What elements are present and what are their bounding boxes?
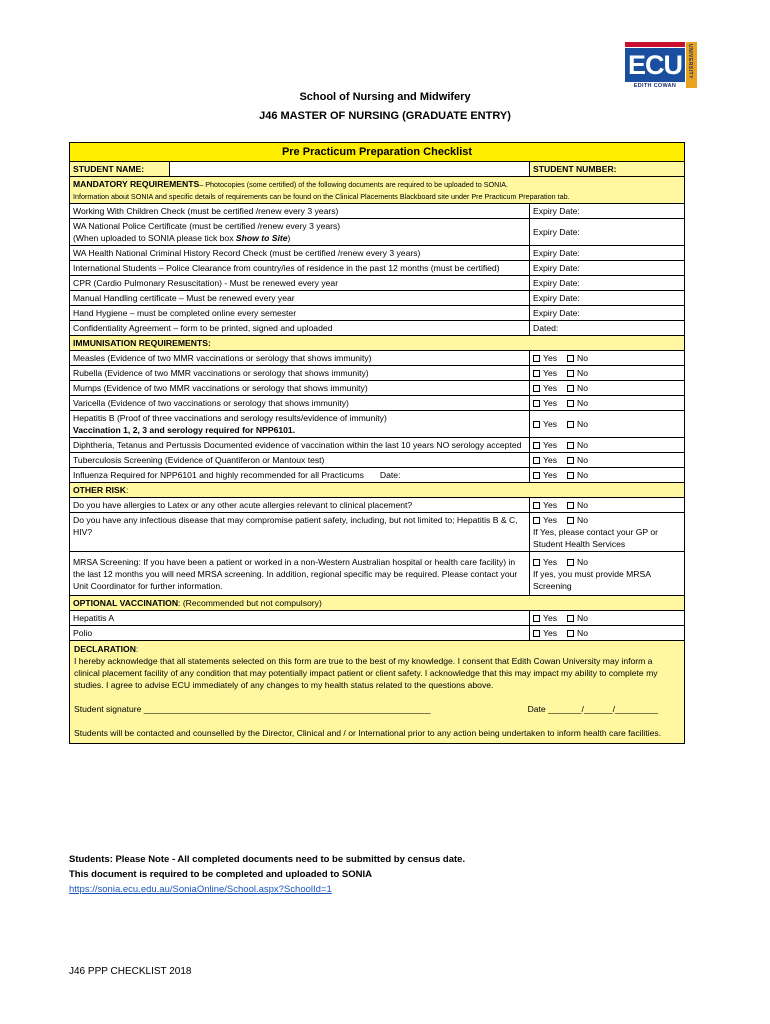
yes-label: Yes [543, 470, 558, 480]
checkbox-no[interactable] [567, 421, 574, 428]
checkbox-yes[interactable] [533, 442, 540, 449]
upload-note: This document is required to be completed and uploaded to SONIA [69, 869, 372, 880]
declaration-colon: : [135, 644, 139, 654]
no-label: No [577, 398, 589, 408]
no-option[interactable] [567, 454, 588, 466]
checkbox-yes[interactable] [533, 615, 540, 622]
census-date-note: Students: Please Note - All completed documents need to be submitted by census date. [69, 854, 466, 865]
expiry-date-field[interactable]: Expiry Date: [530, 246, 685, 261]
yes-no-options [530, 498, 685, 513]
other-risk-row [70, 513, 685, 552]
yes-label: Yes [543, 368, 558, 378]
yes-no-options [530, 438, 685, 453]
yes-no-options [530, 552, 685, 596]
checkbox-yes[interactable] [533, 630, 540, 637]
no-option[interactable] [567, 367, 588, 379]
police-certificate-note-end: ) [287, 233, 291, 243]
expiry-date-field[interactable]: Expiry Date: [530, 306, 685, 321]
student-name-field[interactable] [170, 162, 530, 177]
mrsa-note: If yes, you must provide MRSA Screening [533, 569, 651, 591]
mandatory-row [70, 246, 685, 261]
yes-label: Yes [543, 455, 558, 465]
dated-field[interactable]: Dated: [530, 321, 685, 336]
mandatory-item-text: Working With Children Check (must be certified /renew every 3 years) [70, 204, 530, 219]
yes-label: Yes [543, 398, 558, 408]
immunisation-row [70, 381, 685, 396]
no-option[interactable] [567, 627, 588, 639]
mrsa-screening-text: MRSA Screening: If you have been a patient or worked in a non-Western Australian hospital or health care facility) in the last 12 months you will need MRSA screening. In addition, regional specific may be required. Please contact your Unit Coordinator for further information. [70, 552, 530, 596]
optional-row [70, 611, 685, 626]
declaration-closing: Students will be contacted and counselled by the Director, Clinical and / or International prior to any action being undertaken to inform health care facilities. [74, 728, 662, 738]
immunisation-row [70, 366, 685, 381]
other-risk-heading: OTHER RISK [73, 485, 126, 495]
expiry-date-field[interactable]: Expiry Date: [530, 219, 685, 246]
mandatory-row [70, 276, 685, 291]
mandatory-item-text: Manual Handling certificate – Must be renewed every year [70, 291, 530, 306]
checkbox-yes[interactable] [533, 400, 540, 407]
no-option[interactable] [567, 469, 588, 481]
signature-date-field[interactable]: Date _______/______/_________ [527, 704, 659, 714]
no-label: No [577, 440, 589, 450]
immunisation-item-text [70, 411, 530, 438]
yes-option[interactable] [533, 454, 557, 466]
yes-option[interactable] [533, 382, 557, 394]
declaration-heading: DECLARATION [74, 644, 136, 654]
mandatory-row [70, 321, 685, 336]
other-risk-header [70, 483, 685, 498]
yes-option[interactable] [533, 499, 557, 511]
mandatory-row [70, 306, 685, 321]
checkbox-no[interactable] [567, 400, 574, 407]
influenza-text: Influenza Required for NPP6101 and highly recommended for all Practicums [73, 470, 364, 480]
expiry-date-field[interactable]: Expiry Date: [530, 291, 685, 306]
hepatitis-b-text: Hepatitis B (Proof of three vaccinations and serology results/evidence of immunity) [73, 413, 387, 423]
mandatory-header-row [70, 177, 685, 204]
optional-header-row [70, 596, 685, 611]
yes-option[interactable] [533, 627, 557, 639]
student-number-label: STUDENT NUMBER: [530, 162, 685, 177]
no-option[interactable] [567, 612, 588, 624]
mandatory-row [70, 204, 685, 219]
no-label: No [577, 455, 589, 465]
yes-no-options [530, 611, 685, 626]
checkbox-yes[interactable] [533, 502, 540, 509]
contact-gp-note: If Yes, please contact your GP or Student Health Services [533, 527, 659, 549]
checkbox-no[interactable] [567, 630, 574, 637]
immunisation-heading: IMMUNISATION REQUIREMENTS: [70, 336, 685, 351]
no-option[interactable] [567, 397, 588, 409]
mandatory-item-text: CPR (Cardio Pulmonary Resuscitation) - Must be renewed every year [70, 276, 530, 291]
yes-label: Yes [543, 515, 558, 525]
student-signature-field[interactable]: Student signature ____________________________________________________________ [74, 704, 431, 714]
immunisation-row [70, 351, 685, 366]
student-name-label: STUDENT NAME: [70, 162, 170, 177]
sonia-link[interactable]: https://sonia.ecu.edu.au/SoniaOnline/School.aspx?SchoolId=1 [69, 884, 332, 895]
yes-option[interactable] [533, 352, 557, 364]
no-label: No [577, 557, 589, 567]
checkbox-yes[interactable] [533, 355, 540, 362]
yes-label: Yes [543, 613, 558, 623]
student-info-row [70, 162, 685, 177]
other-risk-header-row [70, 483, 685, 498]
checkbox-no[interactable] [567, 559, 574, 566]
mandatory-header [70, 177, 685, 204]
mandatory-heading-rest: – Photocopies (some certified) of the following documents are required to be uploaded to SONIA. [199, 180, 509, 189]
yes-no-options [530, 381, 685, 396]
checkbox-no[interactable] [567, 355, 574, 362]
logo-top-strip [625, 42, 685, 47]
immunisation-item-text: Rubella (Evidence of two MMR vaccinations or serology that shows immunity) [70, 366, 530, 381]
checkbox-no[interactable] [567, 517, 574, 524]
other-risk-row [70, 552, 685, 596]
mandatory-item-text: International Students – Police Clearance from country/ies of residence in the past 12 months (must be certified) [70, 261, 530, 276]
immunisation-item-text: Tuberculosis Screening (Evidence of Quantiferon or Mantoux test) [70, 453, 530, 468]
mandatory-row [70, 291, 685, 306]
immunisation-row [70, 411, 685, 438]
expiry-date-field[interactable]: Expiry Date: [530, 261, 685, 276]
yes-label: Yes [543, 353, 558, 363]
checkbox-yes[interactable] [533, 559, 540, 566]
checkbox-yes[interactable] [533, 370, 540, 377]
hepatitis-b-requirement: Vaccination 1, 2, 3 and serology required for NPP6101. [73, 425, 296, 435]
no-option[interactable] [567, 514, 588, 526]
logo-side-text: UNIVERSITY [687, 44, 693, 80]
no-label: No [577, 628, 589, 638]
immunisation-row [70, 468, 685, 483]
optional-item-text: Polio [70, 626, 530, 641]
optional-heading-rest: : (Recommended but not compulsory) [178, 598, 322, 608]
no-label: No [577, 383, 589, 393]
yes-option[interactable] [533, 418, 557, 430]
yes-no-options [530, 468, 685, 483]
yes-label: Yes [543, 419, 558, 429]
yes-label: Yes [543, 557, 558, 567]
immunisation-header-row [70, 336, 685, 351]
no-option[interactable] [567, 418, 588, 430]
ecu-logo [625, 42, 697, 90]
checkbox-no[interactable] [567, 502, 574, 509]
no-option[interactable] [567, 556, 588, 568]
yes-option[interactable] [533, 439, 557, 451]
no-label: No [577, 419, 589, 429]
optional-row [70, 626, 685, 641]
other-risk-item-text: Do you have any infectious disease that may compromise patient safety, including, but not limited to; Hepatitis B & C, HIV? [70, 513, 530, 552]
police-certificate-text: WA National Police Certificate (must be certified /renew every 3 years) [73, 221, 341, 231]
checklist-table [69, 142, 685, 744]
yes-no-options [530, 513, 685, 552]
declaration-body: I hereby acknowledge that all statements selected on this form are true to the best of my knowledge. I consent that Edith Cowan University may inform a clinical placement facility of any condition that may potentially impact patient or client safety. I acknowledge that this may impact my ability to complete my studies. I agree to advise ECU immediately of any changes to my health status related to the questions above. [74, 656, 658, 690]
checkbox-no[interactable] [567, 385, 574, 392]
immunisation-item-text: Measles (Evidence of two MMR vaccinations or serology that shows immunity) [70, 351, 530, 366]
mandatory-item-text: Confidentiality Agreement – form to be printed, signed and uploaded [70, 321, 530, 336]
immunisation-item-text [70, 468, 530, 483]
no-option[interactable] [567, 382, 588, 394]
mandatory-detail: Information about SONIA and specific details of requirements can be found on the Clinical Placements Blackboard site under Pre Practicum Preparation tab. [73, 192, 570, 201]
no-label: No [577, 500, 589, 510]
optional-heading: OPTIONAL VACCINATION [73, 598, 179, 608]
other-risk-item-text: Do you have allergies to Latex or any other acute allergies relevant to clinical placement? [70, 498, 530, 513]
yes-no-options [530, 351, 685, 366]
yes-option[interactable] [533, 612, 557, 624]
immunisation-row [70, 453, 685, 468]
yes-option[interactable] [533, 469, 557, 481]
mandatory-row [70, 219, 685, 246]
checkbox-yes[interactable] [533, 457, 540, 464]
checkbox-yes[interactable] [533, 472, 540, 479]
mandatory-heading: MANDATORY REQUIREMENTS [73, 179, 200, 189]
no-label: No [577, 353, 589, 363]
mandatory-item-text: Hand Hygiene – must be completed online every semester [70, 306, 530, 321]
footer-text: J46 PPP CHECKLIST 2018 [69, 966, 192, 977]
mandatory-row [70, 261, 685, 276]
checkbox-no[interactable] [567, 472, 574, 479]
school-heading: School of Nursing and Midwifery [299, 91, 471, 103]
influenza-date-field[interactable]: Date: [379, 470, 401, 480]
immunisation-item-text: Varicella (Evidence of two vaccinations or serology that shows immunity) [70, 396, 530, 411]
logo-subtitle: EDITH COWAN [633, 83, 677, 89]
title-row [70, 143, 685, 162]
yes-label: Yes [543, 383, 558, 393]
mandatory-item-text: WA Health National Criminal History Record Check (must be certified /renew every 3 years) [70, 246, 530, 261]
checkbox-no[interactable] [567, 615, 574, 622]
show-to-site-text: Show to Site [235, 233, 288, 243]
yes-option[interactable] [533, 514, 557, 526]
no-label: No [577, 368, 589, 378]
yes-no-options [530, 626, 685, 641]
mandatory-item-text [70, 219, 530, 246]
other-risk-row [70, 498, 685, 513]
no-label: No [577, 613, 589, 623]
checkbox-no[interactable] [567, 457, 574, 464]
checklist-title: Pre Practicum Preparation Checklist [70, 143, 685, 162]
optional-header [70, 596, 685, 611]
checkbox-yes[interactable] [533, 385, 540, 392]
declaration-row [70, 641, 685, 744]
expiry-date-field[interactable]: Expiry Date: [530, 204, 685, 219]
no-option[interactable] [567, 499, 588, 511]
checkbox-no[interactable] [567, 442, 574, 449]
yes-label: Yes [543, 628, 558, 638]
checkbox-no[interactable] [567, 370, 574, 377]
logo-side-strip [686, 42, 697, 88]
yes-option[interactable] [533, 367, 557, 379]
yes-no-options [530, 396, 685, 411]
police-certificate-note: (When uploaded to SONIA please tick box [73, 233, 236, 243]
yes-no-options [530, 453, 685, 468]
no-option[interactable] [567, 439, 588, 451]
yes-option[interactable] [533, 397, 557, 409]
yes-no-options [530, 366, 685, 381]
immunisation-item-text: Diphtheria, Tetanus and Pertussis Documented evidence of vaccination within the last 10 years NO serology accepted [70, 438, 530, 453]
other-risk-colon: : [126, 485, 129, 495]
declaration-section [70, 641, 685, 744]
no-label: No [577, 515, 589, 525]
immunisation-item-text: Mumps (Evidence of two MMR vaccinations or serology that shows immunity) [70, 381, 530, 396]
immunisation-row [70, 438, 685, 453]
no-option[interactable] [567, 352, 588, 364]
yes-option[interactable] [533, 556, 557, 568]
checkbox-yes[interactable] [533, 421, 540, 428]
yes-no-options [530, 411, 685, 438]
yes-label: Yes [543, 500, 558, 510]
immunisation-row [70, 396, 685, 411]
optional-item-text: Hepatitis A [70, 611, 530, 626]
course-heading: J46 MASTER OF NURSING (GRADUATE ENTRY) [259, 110, 511, 122]
no-label: No [577, 470, 589, 480]
logo-ecu-text: ECU [625, 48, 685, 82]
yes-label: Yes [543, 440, 558, 450]
checkbox-yes[interactable] [533, 517, 540, 524]
expiry-date-field[interactable]: Expiry Date: [530, 276, 685, 291]
